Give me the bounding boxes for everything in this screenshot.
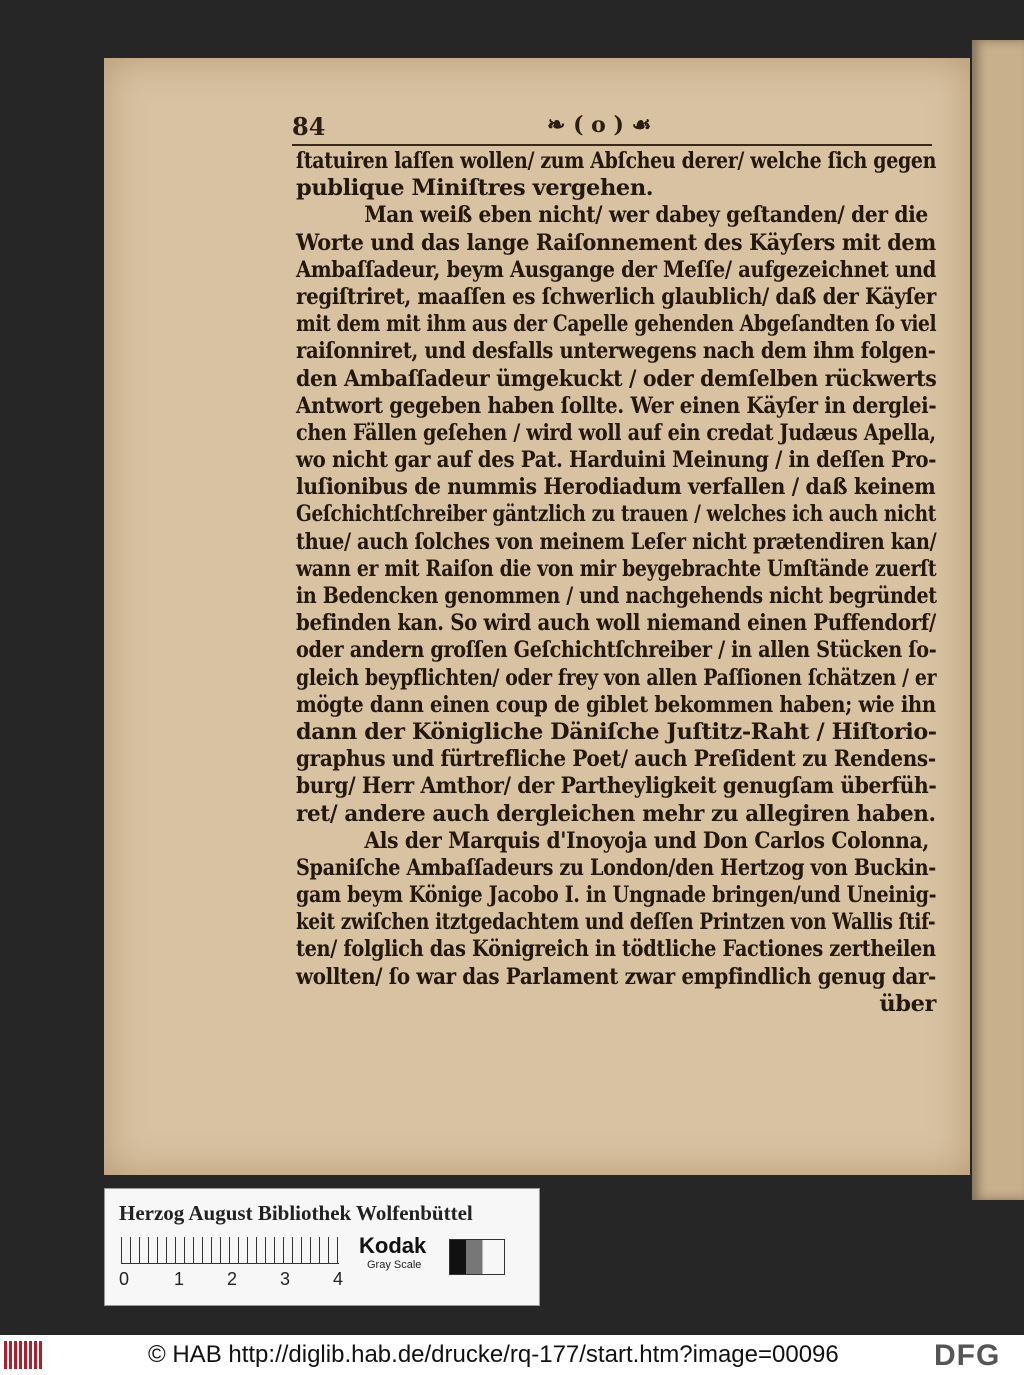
text-line: chen Fällen geſehen / wird woll auf ein credat Judæus Apella, — [296, 419, 936, 446]
ruler-number: 1 — [174, 1269, 185, 1289]
color-reference-card — [104, 1188, 540, 1306]
text-line: Man weiß eben nicht/ wer dabey geſtanden/ der die — [364, 202, 928, 229]
catchword: über — [879, 990, 936, 1017]
text-line: ſtatuiren laſſen wollen/ zum Abſcheu derer/ welche ſich gegen — [296, 148, 937, 174]
text-line: keit zwiſchen itztgedachtem und deſſen Printzen von Wallis ſtif- — [296, 909, 936, 936]
text-line: wollten/ ſo war das Parlament zwar empfindlich genug dar- — [296, 963, 936, 990]
text-line: Worte und das lange Raiſonnement des Käyſers mit dem — [296, 229, 936, 256]
text-line: thue/ auch ſolches von meinem Leſer nicht prætendiren kan/ — [296, 528, 937, 555]
ruler-numbers — [117, 1269, 357, 1293]
text-line: luſionibus de nummis Herodiadum verfallen / daß keinem — [296, 474, 936, 501]
hab-logo-icon — [4, 1341, 44, 1369]
text-line: in Bedencken genommen / und nachgehends nicht begründet — [296, 583, 937, 609]
citation-url[interactable]: © HAB http://diglib.hab.de/drucke/rq-177/start.htm?image=00096 — [148, 1341, 839, 1368]
text-line: ten/ folglich das Königreich in tödtliche Factiones zertheilen — [296, 936, 936, 963]
ruler-number: 4 — [333, 1269, 344, 1289]
ruler-number: 3 — [280, 1269, 291, 1289]
text-line: oder andern groſſen Geſchichtſchreiber / in allen Stücken ſo- — [296, 637, 937, 664]
text-line: burg/ Herr Amthor/ der Partheyligkeit genugſam überfüh- — [296, 773, 937, 800]
adjacent-page-edge — [972, 40, 1024, 1200]
dfg-logo: DFG — [934, 1339, 1001, 1372]
text-line: dann der Königliche Däniſche Juſtitz-Raht / Hiſtorio- — [296, 718, 937, 745]
footer-bar — [0, 1335, 1024, 1375]
text-line: gam beym Könige Jacobo I. in Ungnade bringen/und Uneinig- — [296, 882, 937, 909]
gray-swatch — [449, 1239, 505, 1275]
library-name: Herzog August Bibliothek Wolfenbüttel — [119, 1201, 473, 1225]
text-line: Ambaſſadeur, beym Ausgange der Meſſe/ aufgezeichnet und — [296, 256, 937, 283]
ruler-number: 0 — [119, 1269, 130, 1289]
text-line: mögte dann einen coup de giblet bekommen haben; wie ihn — [296, 691, 936, 718]
text-line: gleich beypflichten/ oder frey von allen Paſſionen ſchätzen / er — [296, 664, 937, 691]
text-line: befinden kan. So wird auch woll niemand einen Puffendorf/ — [296, 610, 936, 637]
text-line: wo nicht gar auf des Pat. Harduini Meinung / in deſſen Pro- — [296, 447, 937, 474]
page-number: 84 — [292, 112, 326, 141]
text-line: Als der Marquis d'Inoyoja und Don Carlos Colonna, — [364, 827, 929, 854]
text-line: ret/ andere auch dergleichen mehr zu allegiren haben. — [296, 800, 936, 827]
text-line: graphus und fürtrefliche Poet/ auch Preſident zu Rendens- — [296, 746, 936, 773]
text-line: Spaniſche Ambaſſadeurs zu London/den Hertzog von Buckin- — [296, 854, 936, 881]
text-line: den Ambaſſadeur ümgekuckt / oder demſelben rückwerts — [296, 365, 937, 392]
gray-scale-label: Gray Scale — [367, 1259, 422, 1271]
text-line: regiſtriret, maaſſen es ſchwerlich glaublich/ daß der Käyſer — [296, 283, 936, 310]
text-line: publique Miniſtres vergehen. — [296, 175, 654, 202]
text-line: mit dem mit ihm aus der Capelle gehenden Abgeſandten ſo viel — [296, 311, 937, 338]
page-header — [292, 112, 932, 148]
ornament-headpiece: ❧ ( o ) ☙ — [547, 112, 652, 138]
text-line: Antwort gegeben haben ſollte. Wer einen Käyſer in derglei- — [296, 392, 937, 419]
kodak-logo: Kodak — [359, 1233, 427, 1258]
scale-ruler — [121, 1237, 339, 1264]
text-line: Geſchichtſchreiber gäntzlich zu trauen / welches ich auch nicht — [296, 501, 936, 528]
body-text — [296, 148, 936, 1018]
ruler-number: 2 — [227, 1269, 238, 1289]
text-line: wann er mit Raiſon die von mir beygebrachte Umſtände zuerſt — [296, 555, 937, 582]
header-rule — [292, 144, 932, 146]
text-line: raiſonniret, und desfalls unterwegens nach dem ihm folgen- — [296, 338, 936, 365]
